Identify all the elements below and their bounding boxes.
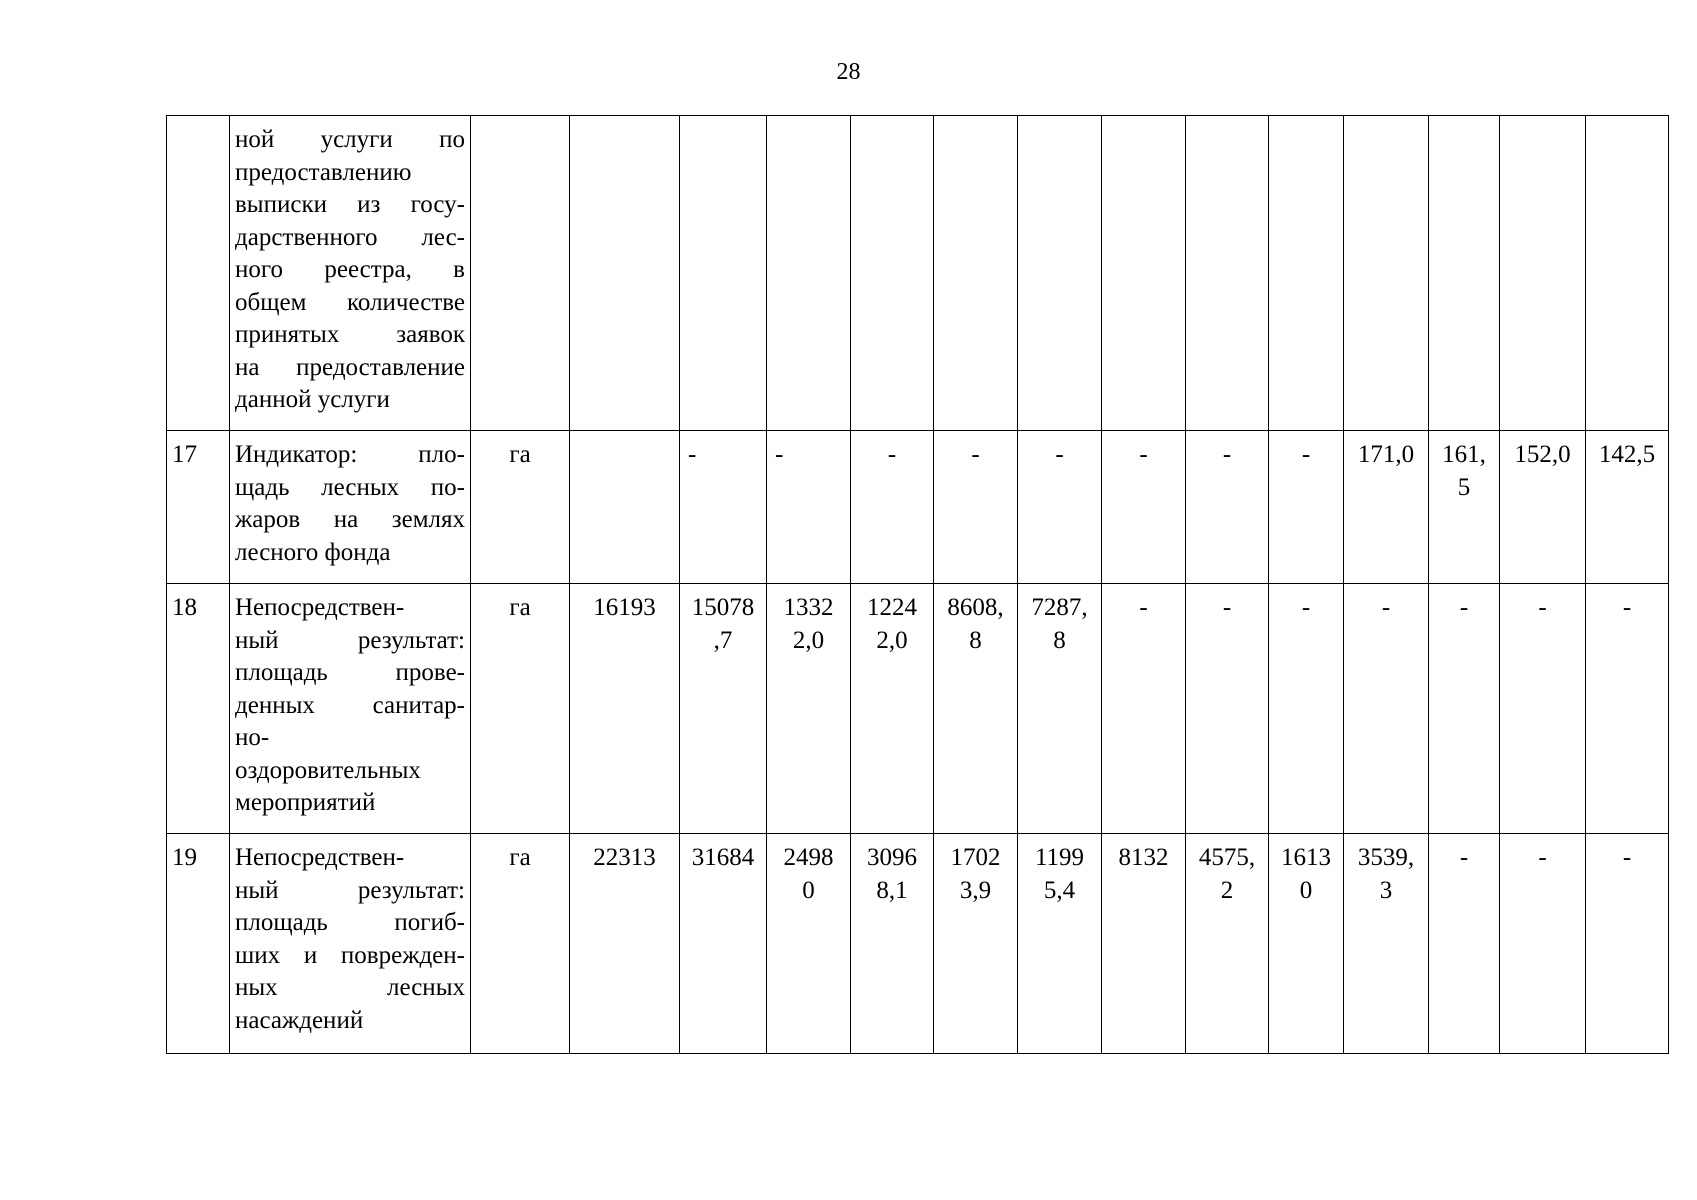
value-cell: -	[1429, 834, 1500, 1054]
value-cell: -	[767, 431, 851, 584]
table-row	[167, 834, 1669, 1054]
value-cell: 8132	[1102, 834, 1186, 1054]
value-cell	[570, 431, 680, 584]
row-unit	[471, 116, 570, 431]
value-cell: -	[851, 431, 934, 584]
description-line: Непосредствен-	[235, 844, 405, 871]
description-line: ших и поврежден-	[235, 941, 465, 969]
value-cell: 1613 0	[1269, 834, 1344, 1054]
table-row	[167, 584, 1669, 834]
value-cell: 15078 ,7	[680, 584, 767, 834]
table-row	[167, 116, 1669, 431]
value-cell: -	[1102, 584, 1186, 834]
value-cell: 1332 2,0	[767, 584, 851, 834]
row-unit: га	[471, 584, 570, 834]
value-cell: 2498 0	[767, 834, 851, 1054]
value-cell	[1186, 116, 1269, 431]
description-line: насаждений	[235, 1006, 364, 1034]
description-line: дарственного лес-	[235, 223, 465, 251]
value-cell: -	[1269, 431, 1344, 584]
row-number: 19	[167, 834, 230, 1054]
description-line: предоставлению	[235, 158, 412, 186]
value-cell	[934, 116, 1018, 431]
description-line: денных санитар-	[235, 691, 465, 719]
description-line: ный результат:	[235, 626, 465, 654]
row-number: 18	[167, 584, 230, 834]
row-unit: га	[471, 431, 570, 584]
description-line: но-	[235, 724, 270, 751]
value-cell: -	[1186, 584, 1269, 834]
value-cell: -	[1500, 834, 1586, 1054]
value-cell: 3096 8,1	[851, 834, 934, 1054]
value-cell	[570, 116, 680, 431]
description-line: ных лесных	[235, 974, 465, 1001]
description-line: оздоровительных	[235, 756, 421, 784]
value-cell: 7287, 8	[1018, 584, 1102, 834]
row-unit: га	[471, 834, 570, 1054]
description-line: щадь лесных по-	[235, 473, 465, 501]
value-cell: 1199 5,4	[1018, 834, 1102, 1054]
description-line: ной услуги по	[235, 126, 465, 153]
value-cell	[1500, 116, 1586, 431]
description-line: лесного фонда	[235, 538, 391, 566]
value-cell: 3539, 3	[1344, 834, 1429, 1054]
value-cell: 1702 3,9	[934, 834, 1018, 1054]
value-cell: -	[1500, 584, 1586, 834]
value-cell: 152,0	[1500, 431, 1586, 584]
page-number: 28	[836, 59, 861, 85]
description-line: на предоставление	[235, 353, 465, 381]
value-cell: 142,5	[1586, 431, 1669, 584]
description-line: общем количестве	[235, 288, 465, 316]
row-description	[230, 116, 471, 431]
value-cell: -	[1018, 431, 1102, 584]
table-row	[167, 431, 1669, 584]
value-cell: 8608, 8	[934, 584, 1018, 834]
row-description	[230, 584, 471, 834]
description-line: ного реестра, в	[235, 256, 465, 283]
value-cell: 22313	[570, 834, 680, 1054]
value-cell: -	[1102, 431, 1186, 584]
description-line: площадь погиб-	[235, 909, 465, 936]
indicator-table	[166, 115, 1669, 1054]
value-cell	[851, 116, 934, 431]
description-line: выписки из госу-	[235, 191, 465, 218]
description-line: Непосредствен-	[235, 594, 405, 621]
value-cell: -	[934, 431, 1018, 584]
value-cell: 4575, 2	[1186, 834, 1269, 1054]
value-cell	[1102, 116, 1186, 431]
row-description	[230, 834, 471, 1054]
row-number	[167, 116, 230, 431]
value-cell: -	[680, 431, 767, 584]
value-cell: -	[1429, 584, 1500, 834]
value-cell: 1224 2,0	[851, 584, 934, 834]
row-number: 17	[167, 431, 230, 584]
value-cell	[680, 116, 767, 431]
description-line: площадь прове-	[235, 659, 465, 686]
value-cell: -	[1586, 584, 1669, 834]
value-cell	[767, 116, 851, 431]
description-line: данной услуги	[235, 386, 390, 413]
description-line: жаров на землях	[235, 506, 465, 533]
value-cell: 171,0	[1344, 431, 1429, 584]
value-cell: -	[1269, 584, 1344, 834]
value-cell	[1429, 116, 1500, 431]
description-line: мероприятий	[235, 789, 376, 816]
value-cell	[1269, 116, 1344, 431]
description-line: Индикатор: пло-	[235, 441, 465, 468]
description-line: принятых заявок	[235, 321, 465, 348]
value-cell: 161, 5	[1429, 431, 1500, 584]
value-cell	[1344, 116, 1429, 431]
row-description	[230, 431, 471, 584]
value-cell	[1586, 116, 1669, 431]
value-cell: 31684	[680, 834, 767, 1054]
description-line: ный результат:	[235, 876, 465, 904]
value-cell: -	[1344, 584, 1429, 834]
value-cell: -	[1186, 431, 1269, 584]
value-cell: 16193	[570, 584, 680, 834]
value-cell	[1018, 116, 1102, 431]
value-cell: -	[1586, 834, 1669, 1054]
